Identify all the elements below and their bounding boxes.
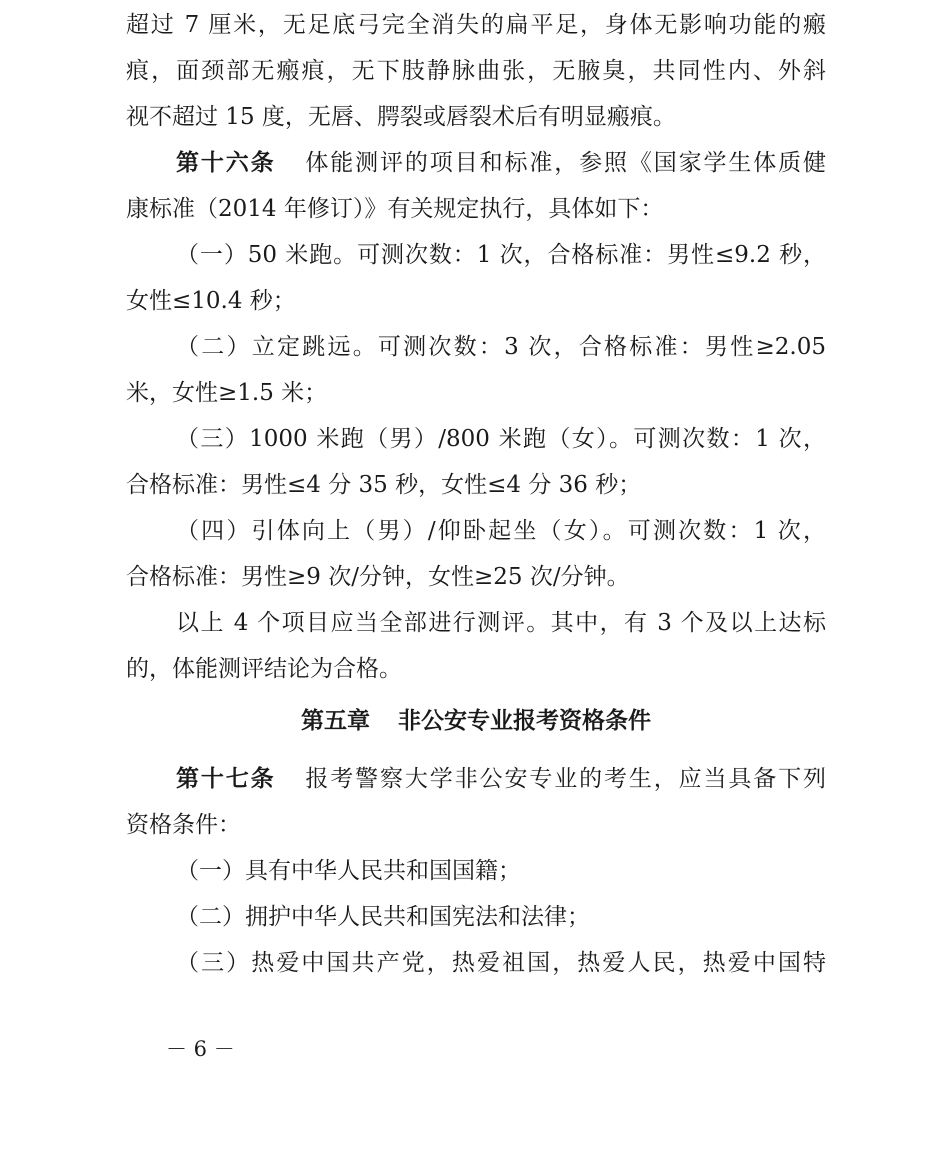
article-17-label: 第十七条 [176, 766, 276, 792]
list-item-line: （三）1000 米跑（男）/800 米跑（女）。可测次数：1 次， [176, 426, 826, 452]
document-page [126, 0, 826, 1155]
list-item-line: （二）立定跳远。可测次数：3 次，合格标准：男性≥2.05 [176, 334, 826, 360]
paragraph-line: 女性≤10.4 秒； [126, 288, 296, 314]
page-number: － 6 － [166, 1037, 235, 1061]
list-item-line: （二）拥护中华人民共和国宪法和法律； [176, 904, 590, 930]
paragraph-line: 康标准（2014 年修订）》有关规定执行，具体如下： [126, 196, 664, 222]
article-17-first-line [126, 756, 826, 802]
paragraph-line: 超过 7 厘米，无足底弓完全消失的扁平足，身体无影响功能的瘢 [126, 12, 826, 38]
chapter-number: 第五章 [301, 708, 370, 734]
paragraph-line: 米，女性≥1.5 米； [126, 380, 328, 406]
article-16-first-line [126, 140, 826, 186]
chapter-title: 非公安专业报考资格条件 [398, 708, 651, 734]
chapter-heading [126, 698, 826, 744]
paragraph-line: 的，体能测评结论为合格。 [126, 656, 402, 682]
article-16-label: 第十六条 [176, 150, 276, 176]
list-item-line: （一）50 米跑。可测次数：1 次，合格标准：男性≤9.2 秒， [176, 242, 826, 268]
paragraph-text: 报考警察大学非公安专业的考生，应当具备下列 [303, 766, 827, 792]
paragraph-line: 痕，面颈部无瘢痕，无下肢静脉曲张，无腋臭，共同性内、外斜 [126, 58, 826, 84]
list-item-line: （四）引体向上（男）/仰卧起坐（女）。可测次数：1 次， [176, 518, 826, 544]
paragraph-line: 资格条件： [126, 812, 241, 838]
list-item-line: （一）具有中华人民共和国国籍； [176, 858, 521, 884]
paragraph-line: 合格标准：男性≤4 分 35 秒，女性≤4 分 36 秒； [126, 472, 642, 498]
list-item-line: （三）热爱中国共产党，热爱祖国，热爱人民，热爱中国特 [176, 950, 826, 976]
paragraph-line: 以上 4 个项目应当全部进行测评。其中，有 3 个及以上达标 [176, 610, 826, 636]
paragraph-text: 体能测评的项目和标准，参照《国家学生体质健 [303, 150, 827, 176]
paragraph-line: 视不超过 15 度，无唇、腭裂或唇裂术后有明显瘢痕。 [126, 104, 676, 130]
paragraph-line: 合格标准：男性≥9 次/分钟，女性≥25 次/分钟。 [126, 564, 630, 590]
